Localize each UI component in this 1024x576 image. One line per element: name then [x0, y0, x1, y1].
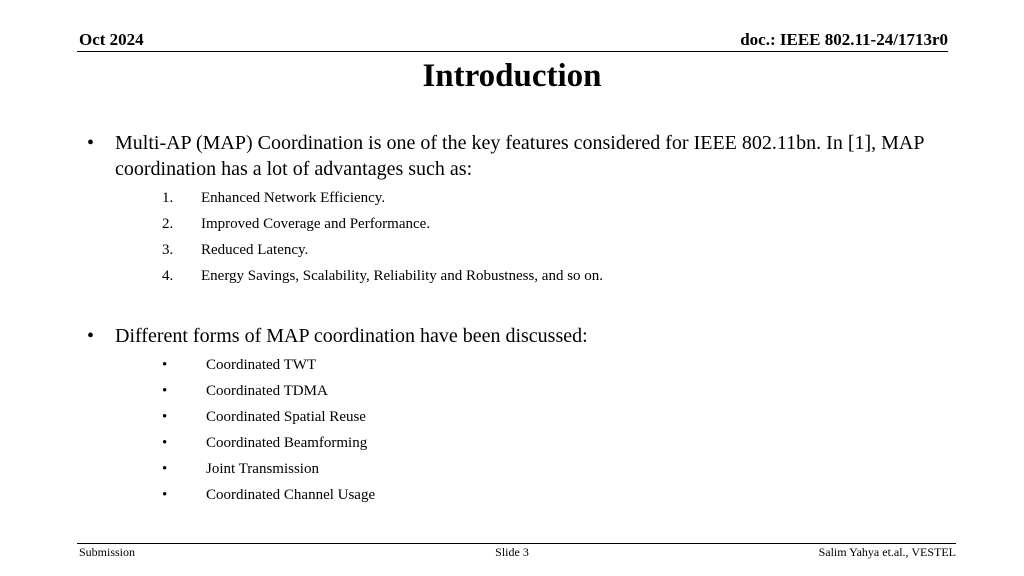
- header-divider: [77, 51, 948, 52]
- list-bullet: •: [162, 487, 168, 503]
- bullet-text: Multi-AP (MAP) Coordination is one of the key features considered for IEEE 802.11bn. In [1], MAP coordination has a lot of advantages such as:: [115, 132, 924, 180]
- list-bullet: •: [162, 383, 168, 399]
- list-item-text: Coordinated Channel Usage: [206, 487, 376, 503]
- list-item: [87, 211, 947, 237]
- list-item: [87, 352, 947, 378]
- list-bullet: •: [162, 461, 168, 477]
- bullet-text: Different forms of MAP coordination have been discussed:: [115, 325, 588, 347]
- list-bullet: •: [162, 357, 168, 373]
- list-item: [87, 378, 947, 404]
- list-item-text: Reduced Latency.: [201, 242, 309, 258]
- list-number: 2.: [162, 216, 174, 232]
- list-item: [87, 185, 947, 211]
- header-date: Oct 2024: [79, 30, 144, 49]
- list-item: [87, 456, 947, 482]
- footer-authors: Salim Yahya et.al., VESTEL: [818, 545, 956, 559]
- list-item-text: Coordinated TWT: [206, 357, 317, 373]
- list-bullet: •: [162, 409, 168, 425]
- list-item-text: Improved Coverage and Performance.: [201, 216, 431, 232]
- slide-title: Introduction: [422, 58, 602, 94]
- list-item-text: Joint Transmission: [206, 461, 319, 477]
- list-item: [87, 404, 947, 430]
- bullet-forms-of-coordination: [87, 323, 947, 349]
- bullet-marker: •: [87, 325, 95, 347]
- bullet-map-coordination: [87, 130, 947, 182]
- footer-slide-number: Slide 3: [495, 545, 529, 559]
- spacer: [87, 289, 947, 323]
- header-doc-id: doc.: IEEE 802.11-24/1713r0: [740, 30, 948, 49]
- list-item: [87, 430, 947, 456]
- list-bullet: •: [162, 435, 168, 451]
- list-item: [87, 237, 947, 263]
- bullet-marker: •: [87, 132, 95, 154]
- list-item: [87, 263, 947, 289]
- list-number: 4.: [162, 268, 174, 284]
- list-item-text: Coordinated TDMA: [206, 383, 328, 399]
- footer-submission: Submission: [79, 545, 136, 559]
- coordination-forms-list: [87, 352, 947, 508]
- list-item: [87, 482, 947, 508]
- slide-body: [87, 130, 947, 508]
- list-number: 1.: [162, 190, 174, 206]
- list-item-text: Energy Savings, Scalability, Reliability and Robustness, and so on.: [201, 268, 604, 284]
- footer-divider: [77, 543, 956, 544]
- list-item-text: Enhanced Network Efficiency.: [201, 190, 386, 206]
- list-number: 3.: [162, 242, 174, 258]
- list-item-text: Coordinated Spatial Reuse: [206, 409, 366, 425]
- list-item-text: Coordinated Beamforming: [206, 435, 368, 451]
- advantages-list: [87, 185, 947, 289]
